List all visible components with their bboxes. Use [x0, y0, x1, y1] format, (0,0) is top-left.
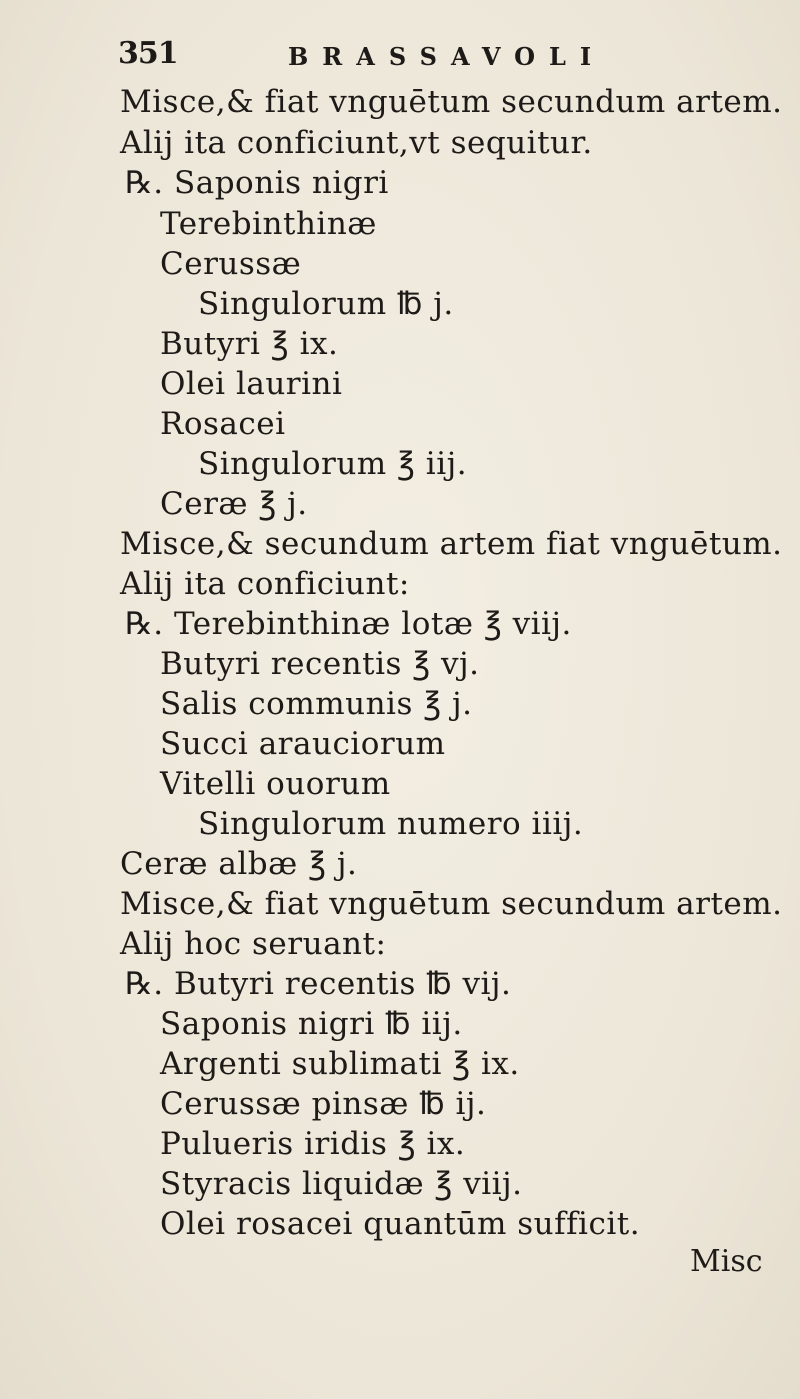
- text-line: Salis communis ℥ j.: [160, 686, 473, 722]
- text-line: Alij ita conficiunt:: [120, 566, 410, 602]
- text-line: Vitelli ouorum: [160, 766, 391, 802]
- text-line: Misce,& fiat vnguētum secundum artem.: [120, 886, 783, 922]
- running-head: BRASSAVOLI: [288, 42, 606, 71]
- text-line: Succi arauciorum: [160, 726, 446, 762]
- text-line: ℞. Saponis nigri: [125, 165, 389, 201]
- text-line: Argenti sublimati ℥ ix.: [160, 1046, 520, 1082]
- text-line: ℞. Butyri recentis ℔ vij.: [125, 966, 512, 1002]
- text-line: Misce,& fiat vnguētum secundum artem.: [120, 84, 783, 120]
- text-line: Ceræ albæ ℥ j.: [120, 846, 358, 882]
- text-line: Cerussæ: [160, 246, 302, 282]
- text-line: Ceræ ℥ j.: [160, 486, 308, 522]
- text-line: Singulorum ℔ j.: [198, 286, 454, 322]
- page-number: 351: [118, 36, 178, 71]
- text-line: Olei laurini: [160, 366, 343, 402]
- text-line: Misce,& secundum artem fiat vnguētum.: [120, 526, 783, 562]
- text-line: Rosacei: [160, 406, 286, 442]
- text-line: Terebinthinæ: [160, 206, 377, 242]
- text-line: Cerussæ pinsæ ℔ ij.: [160, 1086, 487, 1122]
- text-line: Olei rosacei quantūm sufficit.: [160, 1206, 641, 1242]
- text-line: ℞. Terebinthinæ lotæ ℥ viij.: [125, 606, 572, 642]
- catchword: Misc: [690, 1244, 763, 1279]
- text-line: Saponis nigri ℔ iij.: [160, 1006, 463, 1042]
- text-line: Singulorum ℥ iij.: [198, 446, 468, 482]
- text-line: Alij hoc seruant:: [120, 926, 387, 962]
- text-line: Alij ita conficiunt,vt sequitur.: [120, 125, 593, 161]
- text-line: Pulueris iridis ℥ ix.: [160, 1126, 466, 1162]
- text-line: Butyri recentis ℥ vj.: [160, 646, 480, 682]
- text-line: Singulorum numero iiij.: [198, 806, 584, 842]
- text-line: Butyri ℥ ix.: [160, 326, 339, 362]
- text-line: Styracis liquidæ ℥ viij.: [160, 1166, 523, 1202]
- page-header: [110, 36, 670, 76]
